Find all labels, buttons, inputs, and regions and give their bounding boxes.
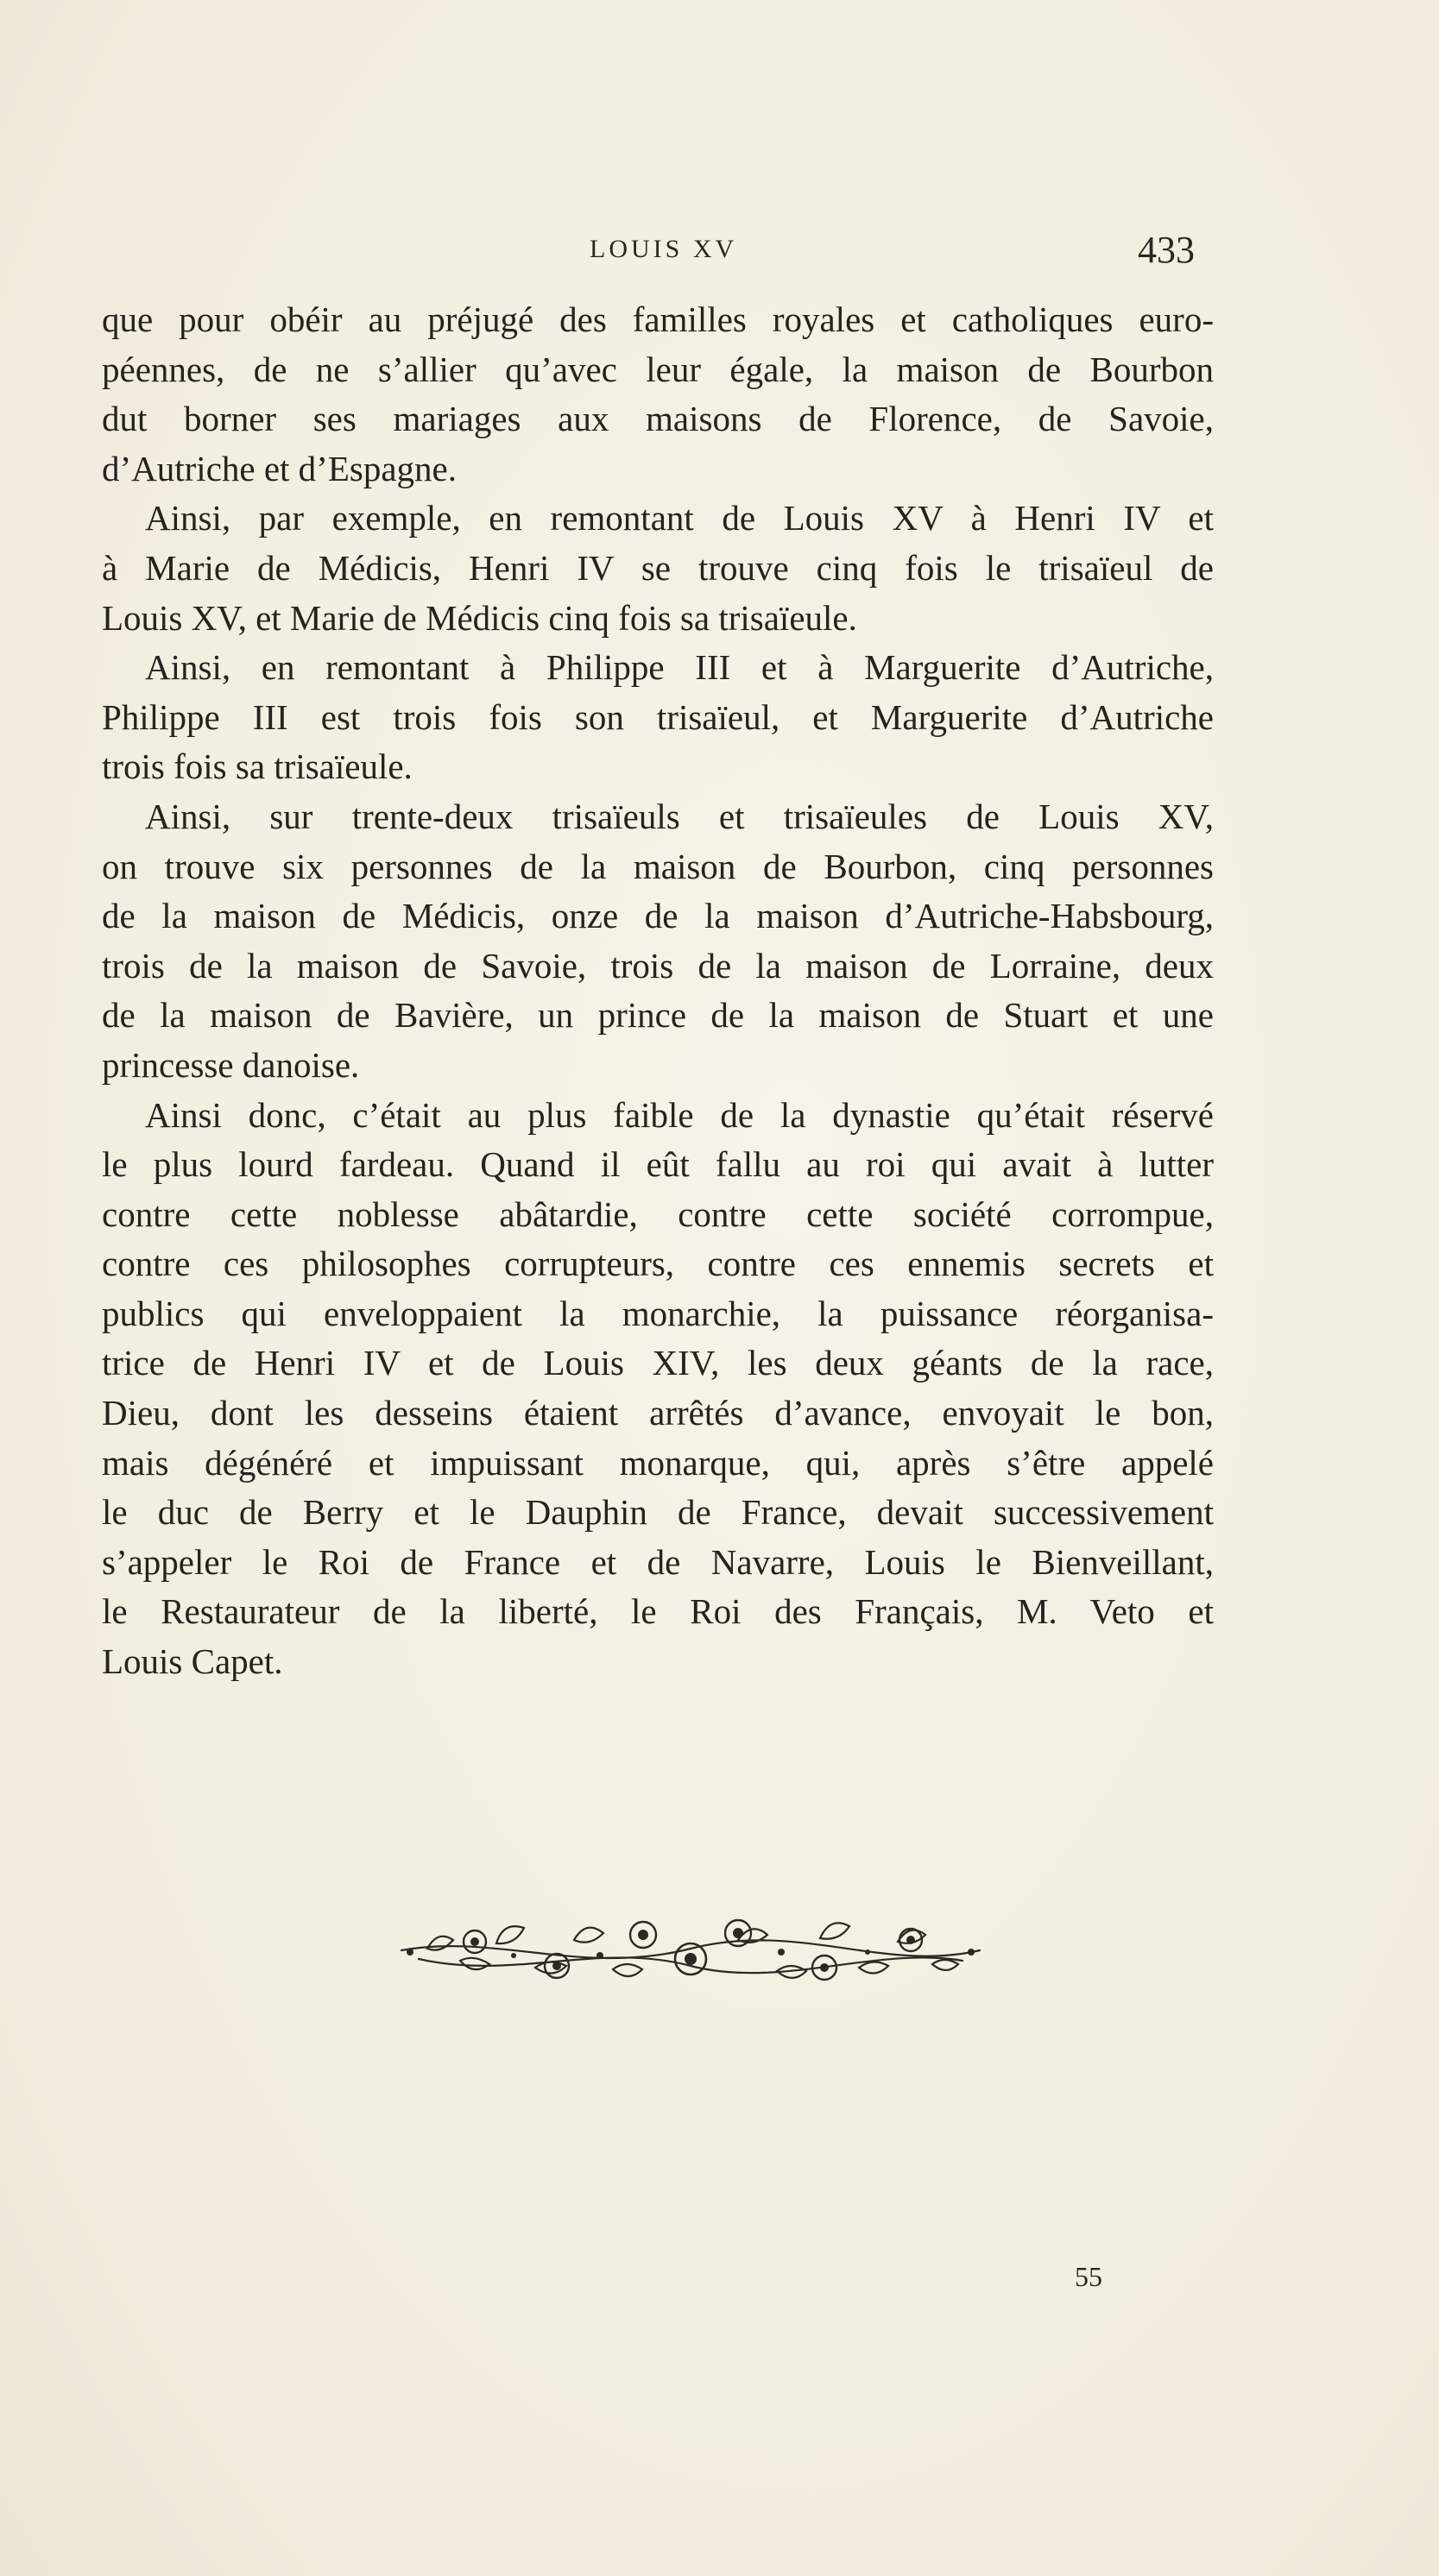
text-line: le Restaurateur de la liberté, le Roi des Français, M. Veto et: [102, 1591, 1214, 1632]
text-line: publics qui enveloppaient la monarchie, la puissance réorganisa-: [102, 1293, 1214, 1333]
text-line: on trouve six personnes de la maison de Bourbon, cinq personnes: [102, 846, 1214, 886]
text-line: Louis XV, et Marie de Médicis cinq fois sa trisaïeule.: [102, 597, 857, 638]
text-line: trice de Henri IV et de Louis XIV, les deux géants de la race,: [102, 1343, 1214, 1383]
text-line: le duc de Berry et le Dauphin de France, devait successivement: [102, 1492, 1214, 1533]
paragraph-start: Ainsi, sur trente-deux trisaïeuls et trisaïeules de Louis XV,: [145, 796, 1214, 836]
text-line: Philippe III est trois fois son trisaïeul, et Marguerite d’Autriche: [102, 696, 1214, 737]
text-line: mais dégénéré et impuissant monarque, qui, après s’être appelé: [102, 1442, 1214, 1483]
text-line: d’Autriche et d’Espagne.: [102, 448, 457, 488]
running-title: LOUIS XV: [590, 235, 738, 263]
text-line: Dieu, dont les desseins étaient arrêtés d’avance, envoyait le bon,: [102, 1393, 1214, 1433]
text-line: contre cette noblesse abâtardie, contre cette société corrompue,: [102, 1194, 1214, 1234]
text-line: trois fois sa trisaïeule.: [102, 746, 413, 787]
paragraph-start: Ainsi, en remontant à Philippe III et à Marguerite d’Autriche,: [145, 647, 1214, 688]
signature-mark: 55: [1075, 2261, 1102, 2292]
text-line: de la maison de Médicis, onze de la maison d’Autriche-Habsbourg,: [102, 896, 1214, 936]
text-line: péennes, de ne s’allier qu’avec leur égale, la maison de Bourbon: [102, 349, 1214, 389]
text-line: de la maison de Bavière, un prince de la maison de Stuart et une: [102, 995, 1214, 1036]
paragraph-start: Ainsi, par exemple, en remontant de Louis XV à Henri IV et: [145, 498, 1214, 539]
floral-vignette-icon: [393, 1899, 988, 2002]
running-head: [0, 229, 1439, 278]
body-text: [102, 295, 1214, 1687]
text-line: le plus lourd fardeau. Quand il eût fallu au roi qui avait à lutter: [102, 1144, 1214, 1185]
text-line: contre ces philosophes corrupteurs, contre ces ennemis secrets et: [102, 1244, 1214, 1284]
text-line: Louis Capet.: [102, 1641, 283, 1682]
text-line: que pour obéir au préjugé des familles royales et catholiques euro-: [102, 299, 1214, 339]
text-line: princesse danoise.: [102, 1044, 360, 1085]
text-line: s’appeler le Roi de France et de Navarre, Louis le Bienveillant,: [102, 1541, 1214, 1582]
text-line: à Marie de Médicis, Henri IV se trouve cinq fois le trisaïeul de: [102, 547, 1214, 588]
paragraph-start: Ainsi donc, c’était au plus faible de la dynastie qu’était réservé: [145, 1094, 1214, 1135]
text-line: trois de la maison de Savoie, trois de la maison de Lorraine, deux: [102, 945, 1214, 986]
page-number: 433: [1138, 229, 1195, 271]
text-line: dut borner ses mariages aux maisons de Florence, de Savoie,: [102, 399, 1214, 439]
